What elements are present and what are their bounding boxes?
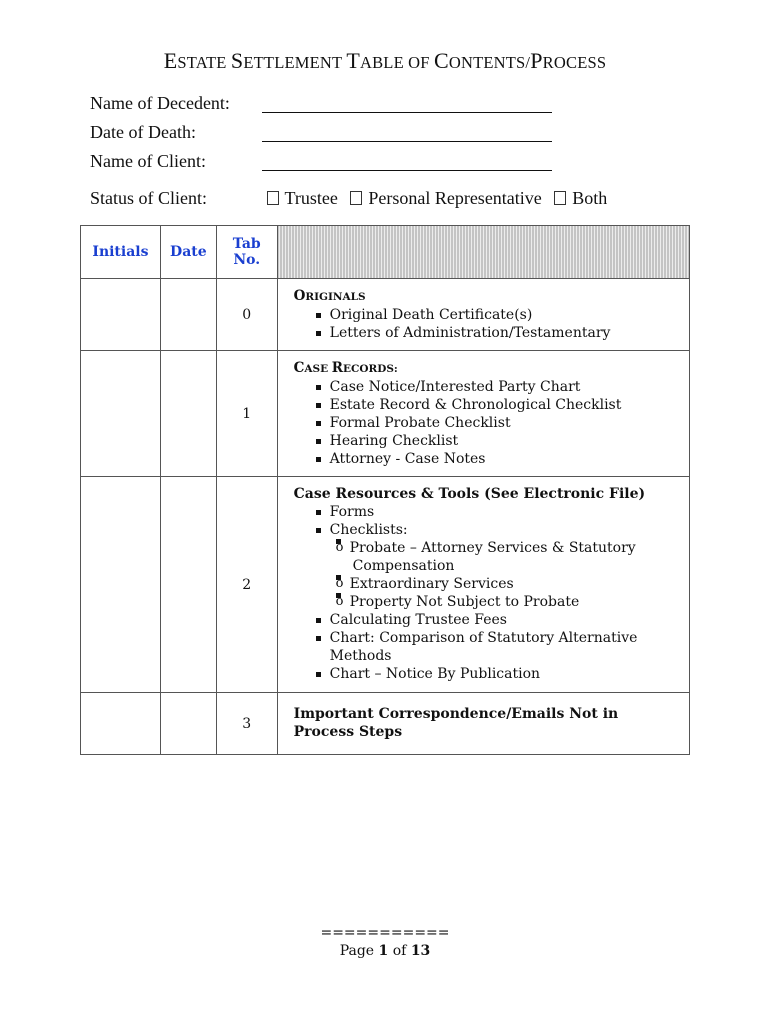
page-title [0, 48, 770, 74]
initials-cell[interactable] [81, 693, 161, 755]
section-heading [294, 705, 689, 741]
section-heading: Case Resources & Tools (See Electronic File) [293, 486, 646, 502]
footer-rule: =========== [320, 925, 450, 941]
initials-cell[interactable] [81, 279, 161, 351]
section-content [277, 279, 689, 351]
client-label: Name of Client: [90, 151, 206, 171]
initials-cell[interactable] [81, 477, 161, 693]
tab-number: 1 [216, 351, 277, 477]
list-item: Attorney - Case Notes [316, 450, 689, 468]
title-text: E [163, 48, 178, 73]
list-item-text: Methods [329, 648, 392, 664]
section-content [277, 351, 689, 477]
list-item: Estate Record & Chronological Checklist [316, 396, 689, 414]
list-item: Calculating Trustee Fees [316, 611, 689, 629]
title-text: C [434, 48, 449, 73]
section-heading [294, 359, 689, 378]
title-text: ABLE OF [359, 53, 434, 72]
toc-table [80, 225, 690, 755]
tab-number: 0 [216, 279, 277, 351]
header-tab-no [216, 226, 277, 279]
status-label: Status of Client: [90, 188, 207, 208]
heading-text: Process Steps [293, 724, 403, 740]
header-initials: Initials [81, 226, 161, 279]
page-word: Page [339, 943, 375, 959]
table-row [81, 351, 690, 477]
sub-list-item [336, 539, 689, 575]
title-text: ROCESS [542, 53, 607, 72]
list-item [316, 521, 689, 611]
date-cell[interactable] [160, 477, 216, 693]
death-date-input-line[interactable] [262, 141, 552, 142]
sub-list-item: o Extraordinary Services [336, 575, 689, 593]
heading-text: ASE [304, 363, 332, 375]
list-item: Forms [316, 503, 689, 521]
list-item: Original Death Certificate(s) [316, 306, 689, 324]
list-item: Case Notice/Interested Party Chart [316, 378, 689, 396]
table-row [81, 693, 690, 755]
header-hatched-cell [277, 226, 689, 279]
section-heading [294, 287, 689, 306]
list-item [316, 629, 689, 665]
status-option-trustee[interactable] [267, 188, 338, 208]
client-input-line[interactable] [262, 170, 552, 171]
item-list [294, 306, 689, 342]
page-footer [0, 924, 770, 960]
decedent-input-line[interactable] [262, 112, 552, 113]
status-option-both[interactable] [554, 188, 607, 208]
sub-item-text: Probate – Attorney Services & Statutory [349, 540, 636, 556]
section-content [277, 693, 689, 755]
list-item: Chart – Notice By Publication [316, 665, 689, 683]
sub-item-text: Compensation [352, 558, 455, 574]
date-cell[interactable] [160, 351, 216, 477]
option-label: Trustee [284, 188, 338, 208]
death-date-field [90, 122, 262, 143]
item-list [294, 503, 689, 683]
date-cell[interactable] [160, 279, 216, 351]
list-item: Letters of Administration/Testamentary [316, 324, 689, 342]
table-header-row [81, 226, 690, 279]
title-text: P [530, 48, 543, 73]
header-date: Date [160, 226, 216, 279]
checkbox-icon[interactable] [350, 191, 362, 205]
initials-cell[interactable] [81, 351, 161, 477]
list-item: Formal Probate Checklist [316, 414, 689, 432]
checkbox-icon[interactable] [267, 191, 279, 205]
heading-text: C [293, 360, 305, 376]
list-item-text: Chart: Comparison of Statutory Alternative [329, 630, 638, 646]
death-date-label: Date of Death: [90, 122, 196, 142]
client-field [90, 151, 262, 172]
checkbox-icon[interactable] [554, 191, 566, 205]
client-status [90, 188, 615, 209]
title-text: ETTLEMENT [243, 53, 347, 72]
heading-text: Important Correspondence/Emails Not in [293, 706, 619, 722]
heading-text: RIGINALS [305, 291, 366, 303]
option-label: Personal Representative [368, 188, 542, 208]
of-word: of [392, 943, 407, 959]
date-cell[interactable] [160, 693, 216, 755]
item-list [294, 378, 689, 468]
title-text: STATE [177, 53, 231, 72]
section-content [277, 477, 689, 693]
heading-text: R [331, 360, 344, 376]
total-pages: 13 [410, 943, 431, 959]
tab-number: 3 [216, 693, 277, 755]
decedent-field [90, 93, 262, 114]
title-text: ONTENTS/ [448, 53, 531, 72]
tab-number: 2 [216, 477, 277, 693]
list-item: Hearing Checklist [316, 432, 689, 450]
title-text: T [346, 48, 360, 73]
heading-text: ECORDS: [343, 363, 398, 375]
table-row [81, 477, 690, 693]
option-label: Both [572, 188, 608, 208]
heading-text: O [293, 288, 306, 304]
table-row [81, 279, 690, 351]
current-page: 1 [378, 943, 389, 959]
header-tab-line: Tab [232, 236, 261, 252]
header-tab-line: No. [233, 252, 261, 268]
status-option-personal-representative[interactable] [350, 188, 541, 208]
sub-list-item: o Property Not Subject to Probate [336, 593, 689, 611]
list-item-text: Checklists: [329, 522, 408, 538]
decedent-label: Name of Decedent: [90, 93, 230, 113]
sub-list [330, 539, 689, 611]
title-text: S [230, 48, 244, 73]
page-number [0, 942, 770, 960]
